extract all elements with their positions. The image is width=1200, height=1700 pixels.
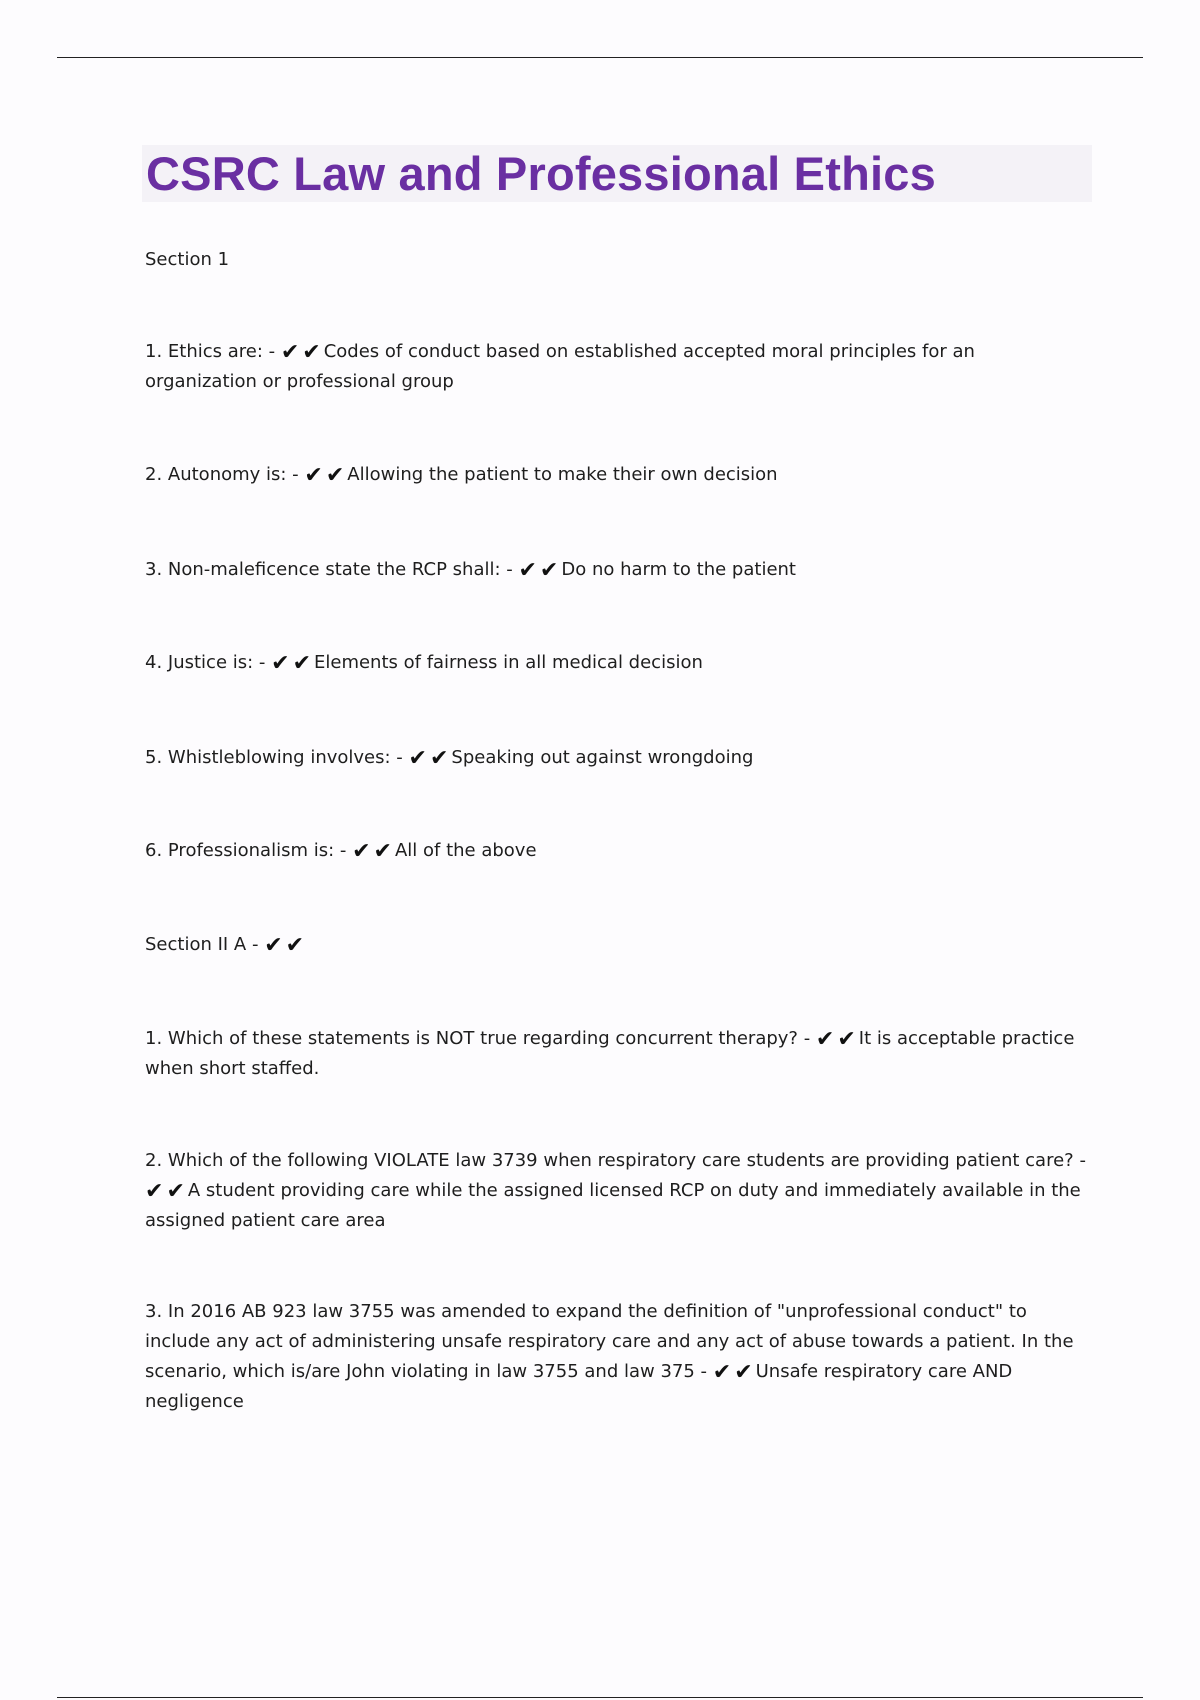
question-item (145, 836, 1090, 866)
question-item (145, 648, 1090, 678)
checkmark-icon: ✔ (304, 463, 323, 488)
page-title: CSRC Law and Professional Ethics (146, 147, 936, 200)
checkmark-icon: ✔ (734, 1360, 753, 1385)
bottom-rule (57, 1697, 1143, 1698)
answer-text: A student providing care while the assigned licensed RCP on duty and immediately available in the assigned patient care area (145, 1180, 1081, 1231)
answer-text: All of the above (394, 840, 537, 861)
checkmark-icon: ✔ (815, 1027, 835, 1052)
question-text: 2. Which of the following VIOLATE law 3739 when respiratory care students are providing patient care? - (145, 1150, 1086, 1171)
question-item (145, 1297, 1090, 1417)
question-text: 6. Professionalism is: - (145, 840, 353, 861)
checkmark-icon: ✔ (264, 933, 283, 958)
answer-text: Unsafe respiratory care AND negligence (145, 1361, 1013, 1412)
section-heading-text: Section II A - (145, 934, 265, 955)
checkmark-icon: ✔ (325, 463, 345, 488)
checkmark-icon: ✔ (280, 340, 300, 365)
answer-text: Allowing the patient to make their own decision (347, 464, 778, 485)
question-text: 3. In 2016 AB 923 law 3755 was amended to expand the definition of "unprofessional conduct" to include any act of administering unsafe respiratory care and any act of abuse towards a patient. In the scenario, which is/are John violating in law 3755 and law 375 - (145, 1301, 1074, 1382)
checkmark-icon: ✔ (539, 558, 559, 583)
question-text: 2. Autonomy is: - (145, 464, 305, 485)
answer-text: It is acceptable practice when short staffed. (145, 1028, 1075, 1079)
checkmark-icon: ✔ (166, 1179, 185, 1204)
question-item (145, 743, 1090, 773)
question-item (145, 1146, 1090, 1236)
answer-text: Elements of fairness in all medical decision (314, 652, 703, 673)
checkmark-icon: ✔ (302, 340, 321, 365)
answer-text: Codes of conduct based on established accepted moral principles for an organization or professional group (145, 341, 975, 392)
checkmark-icon: ✔ (373, 839, 392, 864)
checkmark-icon: ✔ (408, 746, 427, 771)
answer-text: Speaking out against wrongdoing (451, 747, 754, 768)
checkmark-icon: ✔ (285, 933, 305, 958)
question-text: 3. Non-maleficence state the RCP shall: - (145, 559, 519, 580)
checkmark-icon: ✔ (518, 558, 537, 583)
question-item (145, 1024, 1090, 1084)
checkmark-icon: ✔ (352, 839, 371, 864)
checkmark-icon: ✔ (837, 1027, 856, 1052)
checkmark-icon: ✔ (712, 1360, 732, 1385)
question-text: 1. Ethics are: - (145, 341, 281, 362)
question-item (145, 555, 1090, 585)
checkmark-icon: ✔ (292, 651, 311, 676)
question-item (145, 337, 1090, 397)
top-rule (57, 57, 1143, 58)
checkmark-icon: ✔ (271, 651, 290, 676)
answer-text: Do no harm to the patient (561, 559, 796, 580)
question-item (145, 460, 1090, 490)
section-heading: Section 1 (145, 249, 230, 270)
question-text: 5. Whistleblowing involves: - (145, 747, 409, 768)
question-text: 4. Justice is: - (145, 652, 272, 673)
checkmark-icon: ✔ (145, 1179, 164, 1204)
section-heading (145, 930, 1090, 960)
question-text: 1. Which of these statements is NOT true regarding concurrent therapy? - (145, 1028, 816, 1049)
checkmark-icon: ✔ (429, 746, 449, 771)
